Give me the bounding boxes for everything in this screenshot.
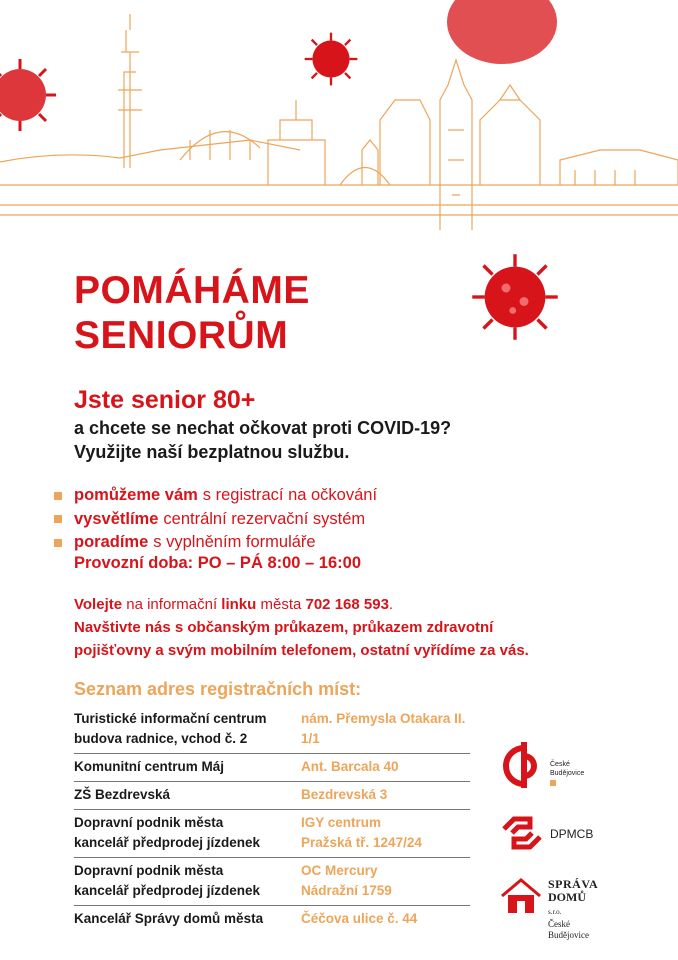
virus-icon (470, 252, 560, 342)
table-row (74, 754, 470, 782)
place-name: Turistické informační centrum budova radnice, vchod č. 2 (74, 711, 267, 746)
table-row (74, 906, 470, 933)
ceske-budejovice-icon (500, 740, 548, 790)
table-row (74, 782, 470, 810)
places-list-title: Seznam adres registračních míst: (74, 679, 362, 699)
places-table (74, 706, 470, 933)
ceske-budejovice-logo (500, 740, 585, 795)
place-name: Dopravní podnik města kancelář předprodej jízdenek (74, 815, 261, 850)
contact-info (74, 593, 529, 662)
visit-line-2: pojišťovny a svým mobilním telefonem, ostatní vyřídíme za vás. (74, 642, 529, 659)
bullet-square-icon (54, 539, 62, 547)
place-name: Dopravní podnik města kancelář předprodej jízdenek (74, 863, 261, 898)
bullet-square-icon (54, 492, 62, 500)
virus-icon (300, 28, 362, 90)
list-item (54, 484, 377, 508)
sd-line-2: DOMŮ s.r.o. (548, 890, 586, 916)
dpmcb-arrows-icon (500, 815, 544, 851)
bullet-text: centrální rezervační systém (163, 509, 366, 528)
place-name: Komunitní centrum Máj (74, 759, 225, 774)
call-strong-2: linku (221, 596, 257, 613)
call-text: na informační (122, 596, 222, 613)
place-name: ZŠ Bezdrevská (74, 787, 171, 802)
place-address: Bezdrevská 3 (301, 787, 388, 802)
bullet-strong: vysvětlíme (74, 509, 159, 528)
sd-line-1: SPRÁVA (548, 877, 599, 891)
subtitle-line-2: a chcete se nechat očkovat proti COVID-19? (74, 418, 452, 438)
call-end: . (388, 596, 394, 613)
cb-line-1: České (550, 761, 570, 768)
page-title (74, 268, 310, 358)
virus-icon (432, 0, 572, 82)
subtitle-question (74, 416, 451, 464)
cb-line-2: Budějovice (550, 770, 585, 777)
visit-line-1: Navštivte nás s občanským průkazem, průkazem zdravotní (74, 619, 494, 636)
table-row (74, 810, 470, 858)
subtitle-senior: Jste senior 80+ (74, 386, 256, 414)
place-address: Ant. Barcala 40 (301, 759, 399, 774)
call-line (74, 593, 529, 616)
place-name: Kancelář Správy domů města (74, 911, 264, 926)
subtitle-line-3: Využijte naší bezplatnou službu. (74, 442, 350, 462)
bullet-strong: pomůžeme vám (74, 486, 198, 504)
dpmcb-logo (500, 815, 594, 856)
call-text-2: města (256, 596, 306, 613)
phone-number: 702 168 593 (305, 596, 389, 613)
sd-line-3: České Budějovice (548, 919, 589, 940)
opening-hours: Provozní doba: PO – PÁ 8:00 – 16:00 (74, 554, 362, 572)
virus-icon (0, 55, 60, 135)
place-address: Čéčova ulice č. 44 (301, 911, 418, 926)
house-icon (500, 878, 542, 914)
bullet-text: s registrací na očkování (202, 486, 378, 504)
cb-square-icon (550, 780, 556, 786)
title-line-2: SENIORŮM (74, 314, 289, 357)
dpmcb-label: DPMCB (550, 827, 594, 841)
place-address: IGY centrum Pražská tř. 1247/24 (301, 815, 422, 850)
place-address: OC Mercury Nádražní 1759 (301, 863, 392, 898)
table-row (74, 858, 470, 906)
list-item (54, 531, 377, 555)
table-row (74, 706, 470, 754)
bullet-strong: poradíme (74, 533, 149, 551)
sprava-domu-logo (500, 877, 599, 940)
service-list (54, 484, 377, 555)
bullet-text: s vyplněním formuláře (153, 533, 316, 551)
list-item (54, 508, 377, 532)
call-strong: Volejte (74, 596, 123, 613)
bullet-square-icon (54, 515, 62, 523)
title-line-1: POMÁHÁME (74, 269, 310, 312)
place-address: nám. Přemysla Otakara II. 1/1 (301, 711, 466, 746)
